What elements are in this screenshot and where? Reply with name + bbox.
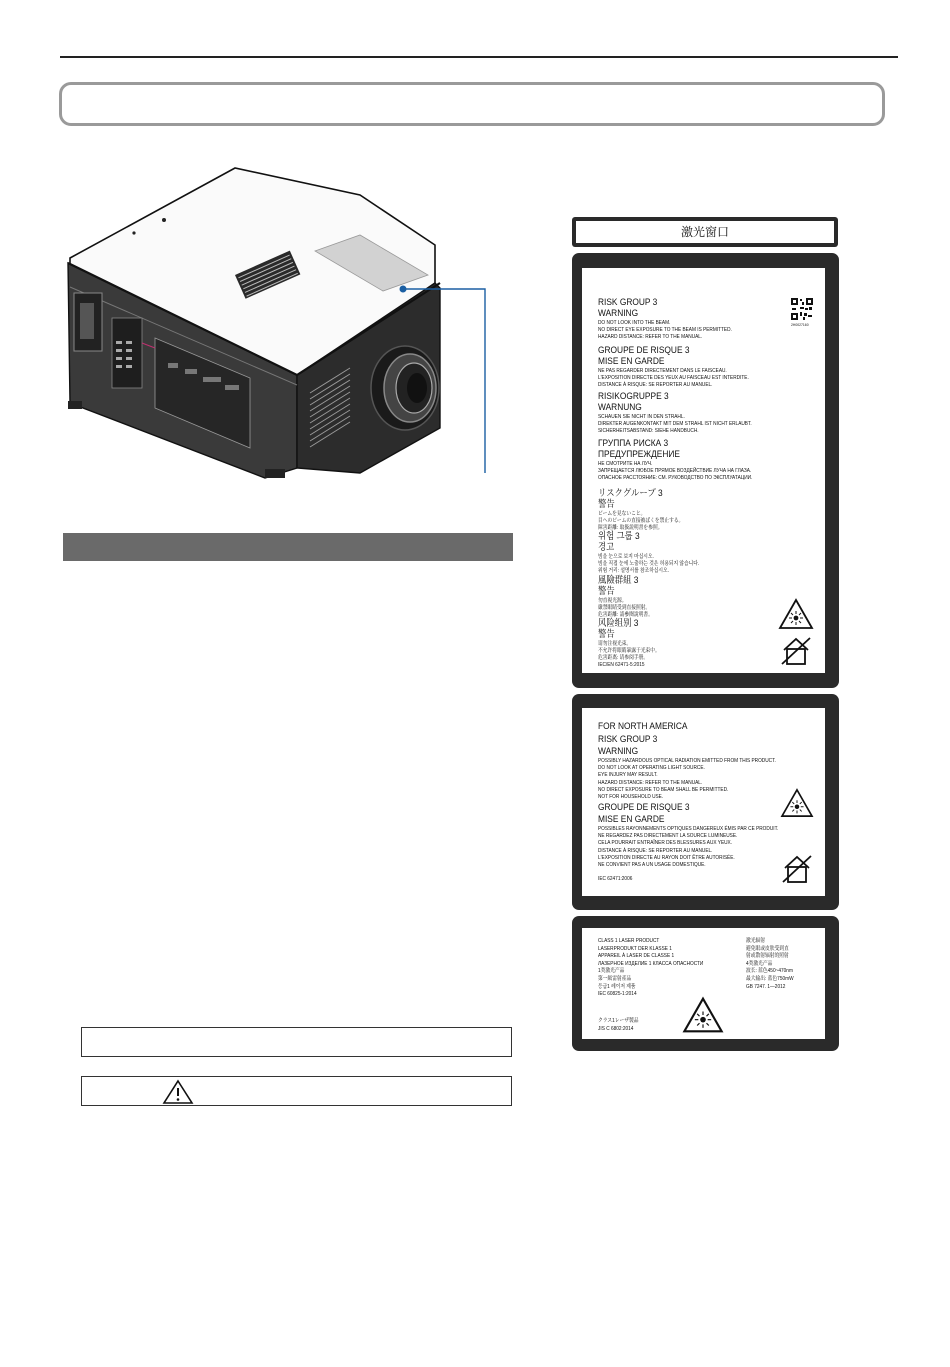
laser-hazard-icon	[778, 598, 814, 630]
class-line: 1类激光产品	[598, 968, 625, 975]
risk-heading: 風險群組 3	[598, 575, 639, 586]
risk-line: 请勿注视光束。	[598, 641, 632, 647]
risk-line: NE PAS REGARDER DIRECTEMENT DANS LE FAISCEAU.	[598, 368, 727, 374]
risk-subheading: WARNUNG	[598, 402, 642, 413]
class-line: 最大输出: 蓝色750mW	[746, 976, 794, 982]
risk-heading: 위험 그룹 3	[598, 531, 640, 542]
risk-line: DIREKTER AUGENKONTAKT MIT DEM STRAHL IST NICHT ERLAUBT.	[598, 421, 752, 428]
risk-line: 勿直視光源。	[598, 598, 627, 604]
class-line: LASERPRODUKT DER KLASSE 1	[598, 945, 672, 952]
na-heading: WARNING	[598, 746, 639, 757]
warning-triangle-icon	[162, 1079, 194, 1105]
risk-line: 不允许将眼睛暴露于光束中。	[598, 648, 660, 655]
risk-line: 위험 거리: 설명서를 참조하십시오.	[598, 568, 669, 575]
risk-line: DISTANCE À RISQUE: SE REPORTER AU MANUEL.	[598, 382, 713, 389]
na-line: HAZARD DISTANCE: REFER TO THE MANUAL.	[598, 779, 703, 786]
class-line: ЛАЗЕРНОЕ ИЗДЕЛИЕ 1 КЛАССА ОПАСНОСТИ	[598, 960, 704, 967]
risk-subheading: 警告	[598, 629, 615, 640]
na-line: NE REGARDEZ PAS DIRECTEMENT LA SOURCE LUMINEUSE.	[598, 833, 738, 840]
na-line: POSSIBLES RAYONNEMENTS OPTIQUES DANGEREUX ÉMIS PAR CE PRODUIT.	[598, 826, 779, 832]
risk-line: 빔을 직접 눈에 노출하는 것은 허용되지 않습니다.	[598, 561, 700, 568]
na-line: CELA POURRAIT ENTRAÎNER DES BLESSURES AUX YEUX.	[598, 840, 733, 847]
risk-line: 危害距離: 請參閱說明書。	[598, 612, 653, 619]
caution-box	[81, 1076, 512, 1106]
class-line: 射或散射辐射的照射	[746, 953, 789, 960]
class-line: 第一級雷射產品	[598, 976, 632, 982]
risk-heading: 风险组别 3	[598, 618, 639, 629]
risk-line: ЗАПРЕЩАЕТСЯ ЛЮБОЕ ПРЯМОЕ ВОЗДЕЙСТВИЕ ЛУЧА НА ГЛАЗА.	[598, 468, 752, 475]
page-title-box	[59, 82, 885, 126]
class-line: 4类激光产品	[746, 960, 773, 967]
risk-line: L'EXPOSITION DIRECTE DES YEUX AU FAISCEAU EST INTERDITE.	[598, 375, 749, 382]
section-heading-bar	[63, 533, 513, 561]
na-line: DISTANCE À RISQUE: SE REPORTER AU MANUEL.	[598, 847, 713, 854]
laser-hazard-icon	[780, 788, 814, 818]
risk-heading: RISK GROUP 3	[598, 297, 658, 308]
na-line: NO DIRECT EXPOSURE TO BEAM SHALL BE PERMITTED.	[598, 786, 729, 793]
laser-hazard-icon	[682, 996, 724, 1034]
risk-subheading: 警告	[598, 586, 615, 597]
na-line: L'EXPOSITION DIRECTE AU RAYON DOIT ÊTRE AUTORISÉE.	[598, 854, 735, 861]
class1-laser-label	[572, 916, 839, 1051]
risk-heading: ГРУППА РИСКА 3	[598, 438, 669, 449]
class-line: APPAREIL À LASER DE CLASSE 1	[598, 953, 675, 960]
projector-illustration	[60, 163, 500, 483]
class-line: IEC 60825-1:2014	[598, 991, 637, 998]
risk-line: НЕ СМОТРИТЕ НА ЛУЧ.	[598, 461, 653, 467]
na-heading: FOR NORTH AMERICA	[598, 721, 688, 732]
qr-code-icon	[791, 298, 813, 320]
risk-line: 目へのビームの直接被ばくを禁止する。	[598, 518, 684, 525]
class-line: GB 7247. 1—2012	[746, 983, 786, 990]
risk-line: ОПАСНОЕ РАССТОЯНИЕ: СМ. РУКОВОДСТВО ПО ЭКСПЛУАТАЦИИ.	[598, 475, 753, 482]
class-line: 避免眼或皮肤受到直	[746, 945, 789, 952]
laser-window-label	[572, 217, 838, 247]
risk-subheading: 警告	[598, 499, 615, 510]
risk-group-label	[572, 253, 839, 688]
risk-heading: RISIKOGRUPPE 3	[598, 391, 669, 402]
risk-line: 嚴禁眼睛受到直接照射。	[598, 605, 651, 612]
risk-line: SCHAUEN SIE NICHT IN DEN STRAHL.	[598, 414, 685, 420]
na-subheading: MISE EN GARDE	[598, 814, 665, 825]
laser-window-text: 激光窗口	[576, 221, 834, 243]
risk-line: SICHERHEITSABSTAND: SIEHE HANDBUCH.	[598, 428, 699, 435]
risk-line: 障害距離: 取扱説明書を参照。	[598, 525, 663, 532]
risk-line: NO DIRECT EYE EXPOSURE TO THE BEAM IS PERMITTED.	[598, 327, 732, 334]
risk-line: HAZARD DISTANCE: REFER TO THE MANUAL.	[598, 334, 703, 341]
risk-line: 빔을 눈으로 보지 마십시오.	[598, 554, 654, 560]
class-line: クラス1レーザ製品	[598, 1018, 639, 1024]
na-line: POSSIBLY HAZARDOUS OPTICAL RADIATION EMITTED FROM THIS PRODUCT.	[598, 758, 776, 764]
na-line: EYE INJURY MAY RESULT.	[598, 772, 658, 779]
class-line: CLASS 1 LASER PRODUCT	[598, 938, 660, 944]
class-line: 등급1 레이저 제품	[598, 983, 636, 990]
class-line: 波长: 蓝色450~470nm	[746, 968, 793, 975]
risk-subheading: WARNING	[598, 308, 639, 319]
na-line: NE CONVIENT PAS A UN USAGE DOMESTIQUE.	[598, 862, 706, 868]
na-line: NOT FOR HOUSEHOLD USE.	[598, 794, 664, 800]
standard-reference: IEC/EN 62471-5:2015	[598, 662, 645, 668]
class-line: 激光辐射	[746, 938, 766, 944]
standard-reference: IEC 62471:2006	[598, 876, 633, 882]
risk-heading: GROUPE DE RISQUE 3	[598, 345, 690, 356]
risk-line: 危害距离: 请参阅手册。	[598, 655, 649, 662]
risk-line: ビームを見ないこと。	[598, 511, 646, 517]
risk-line: DO NOT LOOK INTO THE BEAM.	[598, 320, 671, 326]
qr-caption: 2H0027160	[791, 322, 809, 327]
risk-subheading: 경고	[598, 542, 615, 553]
na-line: DO NOT LOOK AT OPERATING LIGHT SOURCE.	[598, 765, 705, 772]
na-heading: RISK GROUP 3	[598, 733, 658, 745]
class-line: JIS C 6802:2014	[598, 1025, 634, 1032]
not-for-household-icon	[779, 636, 813, 666]
north-america-label	[572, 694, 839, 910]
note-box	[81, 1027, 512, 1057]
risk-subheading: ПРЕДУПРЕЖДЕНИЕ	[598, 449, 680, 460]
header-rule	[60, 56, 898, 58]
not-for-household-icon	[780, 854, 814, 884]
risk-heading: リスクグループ 3	[598, 488, 663, 499]
na-heading: GROUPE DE RISQUE 3	[598, 802, 690, 813]
risk-subheading: MISE EN GARDE	[598, 356, 665, 367]
